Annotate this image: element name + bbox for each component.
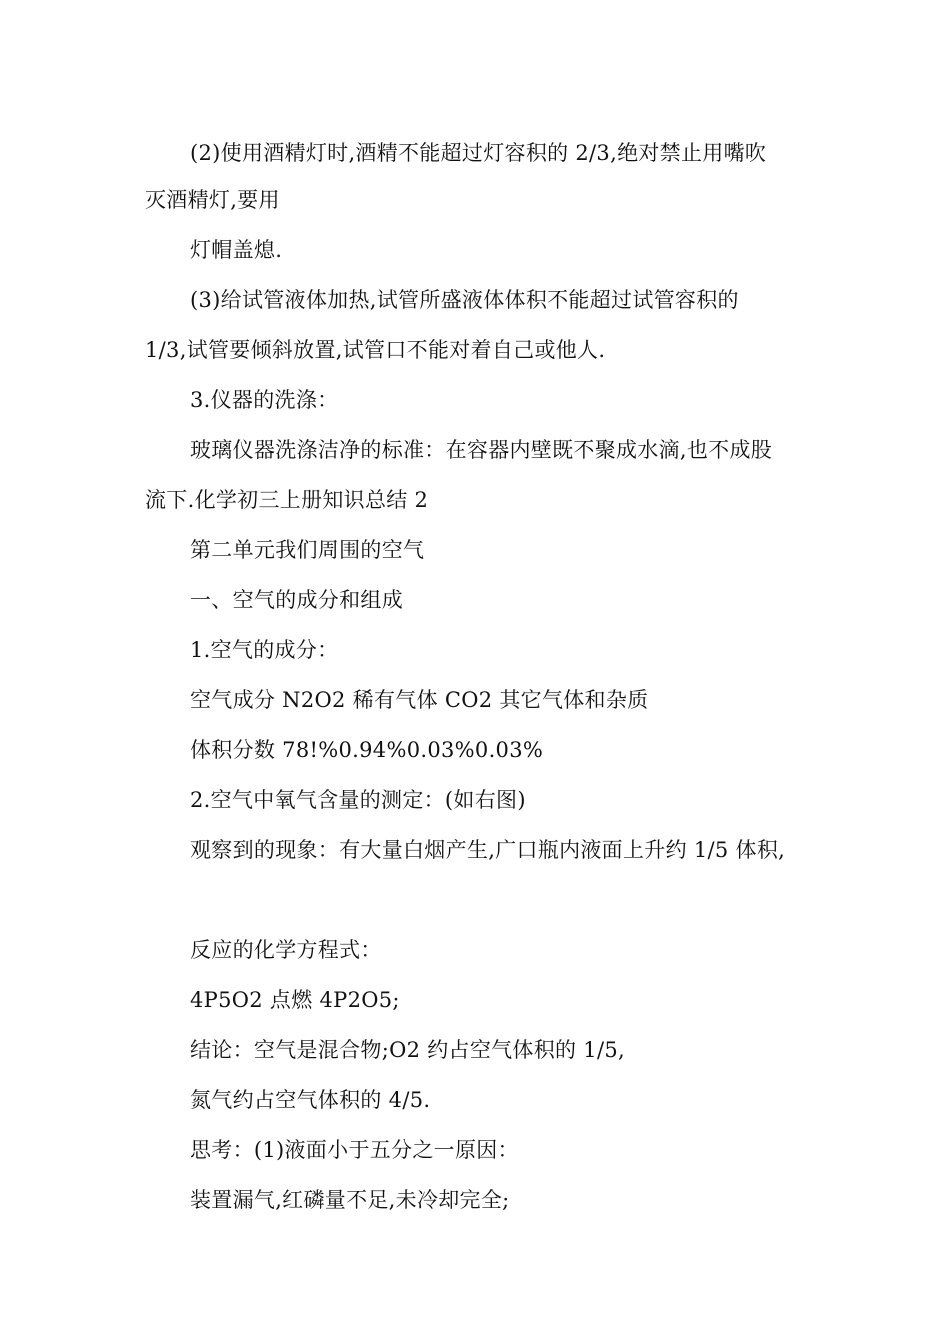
section-heading: 2.空气中氧气含量的测定：(如右图)	[190, 788, 526, 812]
paragraph-line: 玻璃仪器洗涤洁净的标准：在容器内壁既不聚成水滴,也不成股	[190, 438, 773, 462]
paragraph-line: (2)使用酒精灯时,酒精不能超过灯容积的 2/3,绝对禁止用嘴吹	[190, 141, 767, 165]
section-heading: 一、空气的成分和组成	[190, 588, 403, 612]
paragraph-line: 空气成分 N2O2 稀有气体 CO2 其它气体和杂质	[190, 688, 649, 712]
chemical-equation: 4P5O2 点燃 4P2O5;	[190, 988, 400, 1012]
paragraph-line: 氮气约占空气体积的 4/5.	[190, 1088, 431, 1112]
paragraph-line: (3)给试管液体加热,试管所盛液体体积不能超过试管容积的	[190, 288, 739, 312]
paragraph-line: 反应的化学方程式：	[190, 938, 382, 962]
paragraph-line: 灭酒精灯,要用	[145, 188, 280, 212]
paragraph-line: 灯帽盖熄.	[190, 238, 283, 262]
paragraph-line: 体积分数 78!%0.94%0.03%0.03%	[190, 738, 544, 762]
paragraph-line: 观察到的现象：有大量白烟产生,广口瓶内液面上升约 1/5 体积,	[190, 838, 786, 862]
paragraph-line: 装置漏气,红磷量不足,未冷却完全;	[190, 1188, 510, 1212]
unit-heading: 第二单元我们周围的空气	[190, 538, 425, 562]
paragraph-line: 1/3,试管要倾斜放置,试管口不能对着自己或他人.	[145, 338, 606, 362]
paragraph-line: 思考：(1)液面小于五分之一原因：	[190, 1138, 519, 1162]
section-heading: 3.仪器的洗涤：	[190, 388, 339, 412]
paragraph-line: 结论：空气是混合物;O2 约占空气体积的 1/5,	[190, 1038, 625, 1062]
paragraph-line: 流下.化学初三上册知识总结 2	[145, 488, 429, 512]
section-heading: 1.空气的成分：	[190, 638, 339, 662]
